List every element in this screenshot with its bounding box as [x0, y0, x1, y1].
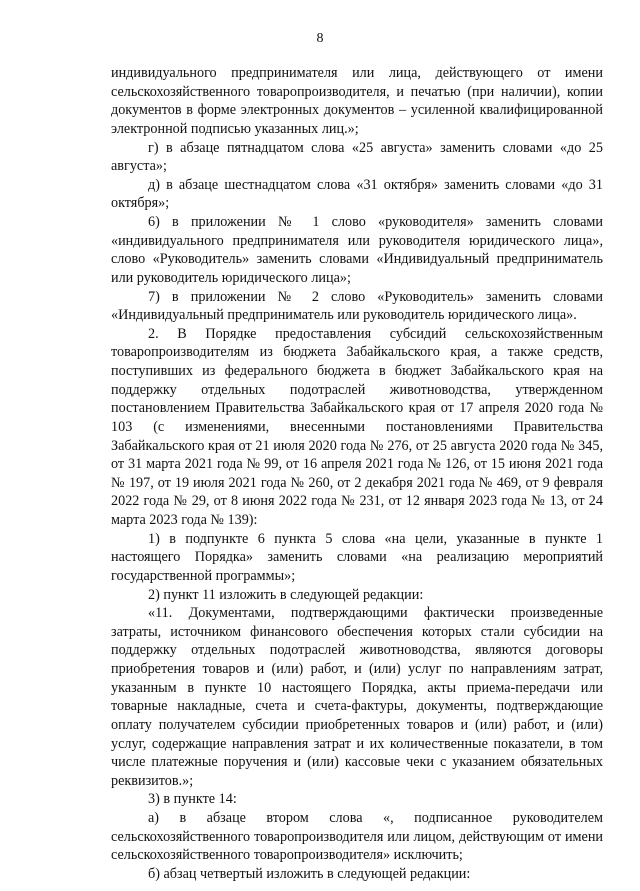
paragraph-item-1: 1) в подпункте 6 пункта 5 слова «на цели, указанные в пункте 1 настоящего Порядка» заменить словами «на реализацию мероприятий государственной программы»;	[111, 530, 603, 584]
paragraph-clause-11: «11. Документами, подтверждающими фактически произведенные затраты, источником финансового обеспечения которых стали субсидии на поддержку отдельных подотраслей животноводства, являются договоры приобретения товаров и (или) работ, и (или) услуг по направлениям затрат, указанным в пункте 10 настоящего Порядка, акты приема-передачи или товарные накладные, счета и счета-фактуры, документы, подтверждающие оплату получателем субсидии приобретенных товаров и (или) работ, и (или) услуг, содержащие направления затрат и их количественные показатели, в том числе платежные поручения и (или) кассовые чеки с указанием обязательных реквизитов.»;	[111, 605, 603, 789]
paragraph-continuation: индивидуального предпринимателя или лица, действующего от имени сельскохозяйственного товаропроизводителя, и печатью (при наличии), копии документов в форме электронных документов – усиленной квалифицированной электронной подписью указанных лиц.»;	[111, 65, 603, 137]
paragraph-item-d: д) в абзаце шестнадцатом слова «31 октября» заменить словами «до 31 октября»;	[111, 176, 603, 212]
paragraph-item-6: 6) в приложении № 1 слово «руководителя» заменить словами «индивидуального предпринимателя или руководителя юридического лица», слово «Руководитель» заменить словами «Индивидуальный предприниматель или руководитель юридического лица»;	[111, 214, 603, 286]
paragraph-section-2: 2. В Порядке предоставления субсидий сельскохозяйственным товаропроизводителям из бюджета Забайкальского края, а также средств, поступивших из федерального бюджета в бюджет Забайкальского края на поддержку отдельных подотраслей животноводства, утвержденном постановлением Правительства Забайкальского края от 17 апреля 2020 года № 103 (с изменениями, внесенными постановлениями Правительства Забайкальского края от 21 июля 2020 года № 276, от 25 августа 2020 года № 345, от 31 марта 2021 года № 99, от 16 апреля 2021 года № 126, от 15 июня 2021 года № 197, от 19 июля 2021 года № 260, от 2 декабря 2021 года № 469, от 9 февраля 2022 года № 29, от 8 июня 2022 года № 231, от 12 января 2023 года № 13, от 24 марта 2023 года № 139):	[111, 325, 603, 528]
paragraph-item-b: б) абзац четвертый изложить в следующей редакции:	[148, 865, 471, 882]
paragraph-item-7: 7) в приложении № 2 слово «Руководитель» заменить словами «Индивидуальный предприниматель или руководитель юридического лица».	[111, 288, 603, 324]
paragraph-item-3: 3) в пункте 14:	[148, 791, 237, 808]
document-body	[111, 64, 603, 884]
paragraph-item-g: г) в абзаце пятнадцатом слова «25 августа» заменить словами «до 25 августа»;	[111, 139, 603, 175]
page-number: 8	[316, 31, 324, 46]
paragraph-item-a: а) в абзаце втором слова «, подписанное руководителем сельскохозяйственного товаропроизводителя или лицом, действующим от имени сельскохозяйственного товаропроизводителя» исключить;	[111, 810, 603, 864]
paragraph-item-2: 2) пункт 11 изложить в следующей редакции:	[148, 586, 424, 603]
